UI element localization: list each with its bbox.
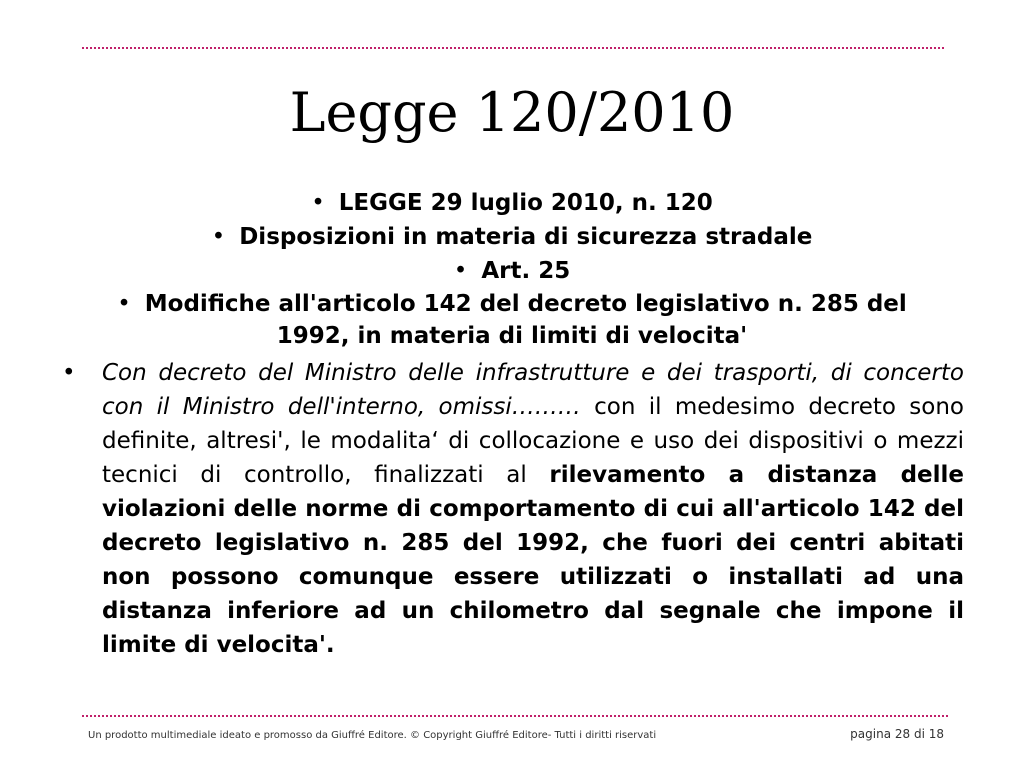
footer-credit: Un prodotto multimediale ideato e promosso da Giuffré Editore. © Copyright Giuffré Editore- Tutti i diritti riservati xyxy=(88,730,657,741)
slide-content xyxy=(60,186,964,662)
top-divider xyxy=(82,47,944,49)
bullet-text: LEGGE 29 luglio 2010, n. 120 xyxy=(338,190,713,216)
page-number: pagina 28 di 18 xyxy=(850,727,944,741)
bullet-item xyxy=(60,254,964,288)
bullet-icon: • xyxy=(453,258,468,284)
paragraph-normal: con il medesimo decreto sono definite, altresi', le modalita‘ di collocazione e uso dei dispositivi o mezzi tecnici di controllo, finalizzati al xyxy=(102,394,964,488)
bullet-icon: • xyxy=(311,190,325,216)
paragraph-italic: Con decreto del Ministro delle infrastrutture e dei trasporti, di concerto con il Ministro dell'interno, omissi……… xyxy=(102,360,964,420)
paragraph-bold: rilevamento a distanza delle violazioni delle norme di comportamento di cui all'articolo 142 del decreto legislativo n. 285 del 1992, che fuori dei centri abitati non possono comunque essere utilizzati o installati ad una distanza inferiore ad un chilometro dal segnale che impone il limite di velocita'. xyxy=(102,462,964,658)
bullet-item xyxy=(60,220,964,254)
bullet-item xyxy=(60,186,964,220)
slide-title: Legge 120/2010 xyxy=(289,81,735,145)
bullet-text: Art. 25 xyxy=(481,258,571,284)
bullet-icon: • xyxy=(62,360,76,386)
bullet-item xyxy=(60,288,964,352)
bullet-icon: • xyxy=(211,224,226,250)
bullet-text: Modifiche all'articolo 142 del decreto legislativo n. 285 del 1992, in materia di limiti di velocita' xyxy=(144,291,907,349)
bullet-text: Disposizioni in materia di sicurezza stradale xyxy=(239,224,813,250)
paragraph-text xyxy=(102,356,964,662)
paragraph-item xyxy=(60,356,964,662)
bottom-divider xyxy=(82,715,948,717)
bullet-icon: • xyxy=(117,291,131,317)
